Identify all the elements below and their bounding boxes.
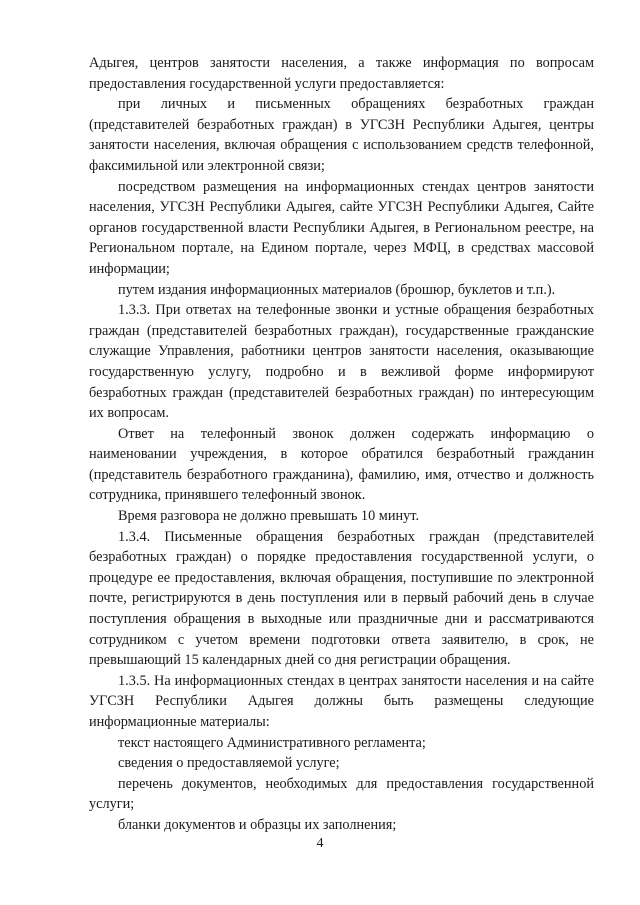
paragraph-personal-appeals: при личных и письменных обращениях безработных граждан (представителей безработных граждан) в УГСЗН Республики Адыгея, центры занятости населения, включая обращения с использованием средств телефонной, факсимильной или электронной связи; xyxy=(89,96,594,174)
page-number: 4 xyxy=(316,836,324,851)
paragraph-1-3-3: 1.3.3. При ответах на телефонные звонки и устные обращения безработных граждан (представителей безработных граждан), государственные гражданские служащие Управления, работники центров занятости населения, оказывающие государственную услугу, подробно и в вежливой форме информируют безработных граждан (представителей безработных граждан) по интересующим их вопросам. xyxy=(89,302,594,422)
paragraph-1-3-5: 1.3.5. На информационных стендах в центрах занятости населения и на сайте УГСЗН Республики Адыгея должны быть размещены следующие информационные материалы: xyxy=(89,672,594,730)
list-item-service-info: сведения о предоставляемой услуге; xyxy=(118,755,340,772)
list-item-blank-forms: бланки документов и образцы их заполнения; xyxy=(118,816,397,833)
paragraph-info-materials: путем издания информационных материалов (брошюр, буклетов и т.п.). xyxy=(118,281,556,298)
paragraph-info-stands: посредством размещения на информационных стендах центров занятости населения, УГСЗН Республики Адыгея, сайте УГСЗН Республики Адыгея, Сайте органов государственной власти Республики Адыгея, в Региональном реестре, на Региональном портале, на Едином портале, через МФЦ, в средствах массовой информации; xyxy=(89,178,594,277)
paragraph-call-duration: Время разговора не должно превышать 10 минут. xyxy=(118,508,420,525)
paragraph-phone-answer: Ответ на телефонный звонок должен содержать информацию о наименовании учреждения, в которое обратился безработный гражданин (представитель безработного гражданина), фамилию, имя, отчество и должность сотрудника, принявшего телефонный звонок. xyxy=(89,425,594,504)
document-body xyxy=(89,53,594,836)
list-item-documents-list: перечень документов, необходимых для предоставления государственной услуги; xyxy=(89,775,594,813)
list-item-regulation-text: текст настоящего Административного регламента; xyxy=(118,734,426,751)
paragraph-continuation: Адыгея, центров занятости населения, а также информация по вопросам предоставления государственной услуги предоставляется: xyxy=(89,55,594,92)
paragraph-1-3-4: 1.3.4. Письменные обращения безработных граждан (представителей безработных граждан) о порядке предоставления государственной услуги, о процедуре ее предоставления, включая обращения, поступившие по электронной почте, регистрируются в день поступления или в первый рабочий день в случае поступления обращения в выходные или праздничные дни и рассматриваются сотрудником с учетом времени подготовки ответа заявителю, в срок, не превышающий 15 календарных дней со дня регистрации обращения. xyxy=(89,528,594,669)
